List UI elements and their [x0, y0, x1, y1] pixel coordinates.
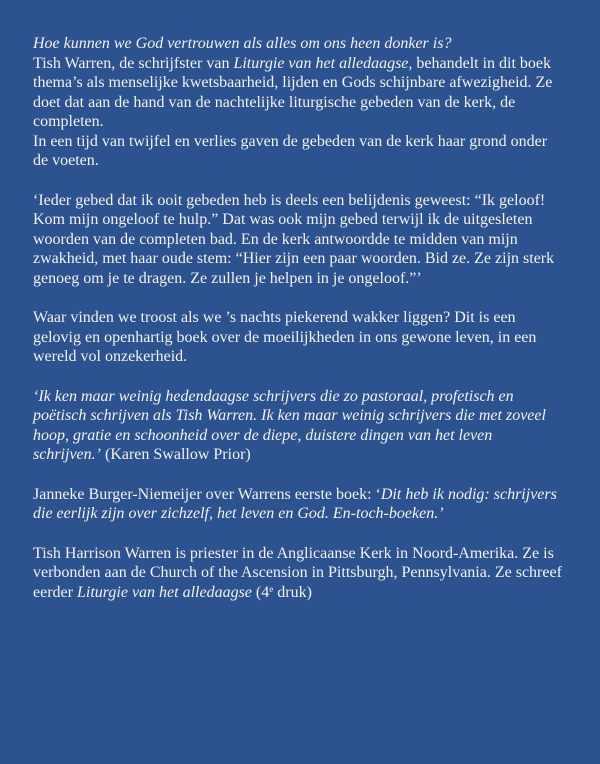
question-paragraph: Waar vinden we troost als we ’s nachts piekerend wakker liggen? Dit is een gelovig en openhartig boek over de moeilijkheden in ons gewone leven, in een wereld vol onzekerheid. — [33, 309, 537, 365]
author-bio — [33, 544, 562, 603]
intro-book-title: Liturgie van het alledaagse — [233, 54, 409, 72]
endorsement-2-text: Dit heb ik nodig: schrijvers die eerlijk zijn over zichzelf, het leven en God. En-toch-boeken.’ — [33, 485, 557, 522]
intro-paragraph-1 — [33, 54, 562, 132]
intro-text-b: , behandelt in dit boek thema’s als menselijke kwetsbaarheid, lijden en Gods schijnbare afwezigheid. Ze doet dat aan de hand van de nachtelijke liturgische gebeden van de kerk, de completen. — [33, 54, 553, 130]
endorsement-2 — [33, 485, 562, 524]
author-bio-text: Tish Harrison Warren is priester in de Anglicaanse Kerk in Noord-Amerika. Ze is verbonden aan de Church of the Ascension in Pittsburgh, Pennsylvania. Ze schreef eerder — [33, 544, 562, 601]
intro-paragraph-2: In een tijd van twijfel en verlies gaven de gebeden van de kerk haar grond onder de voeten. — [33, 132, 548, 169]
endorsement-1 — [33, 387, 562, 465]
intro-text-a: Tish Warren, de schrijfster van — [33, 54, 234, 72]
endorsement-1-author: (Karen Swallow Prior) — [100, 446, 251, 463]
endorsement-1-text: ‘Ik ken maar weinig hedendaagse schrijvers die zo pastoraal, profetisch en poëtisch schrijven als Tish Warren. Ik ken maar weinig schrijvers die met zoveel hoop, gratie en schoonheid over de diepe, duistere dingen van het leven schrijven.’ — [33, 387, 546, 463]
author-bio-book-title: Liturgie van het alledaagse — [76, 583, 252, 601]
quote-paragraph: ‘Ieder gebed dat ik ooit gebeden heb is deels een belijdenis geweest: “Ik geloof! Kom mijn ongeloof te hulp.” Dat was ook mijn gebed terwijl ik de uitgesleten woorden van de completen bad. En de kerk antwoordde te midden van mijn zwakheid, met haar oude stem: “Hier zijn een paar woorden. Bid ze. Ze zijn sterk genoeg om je te dragen. Ze zullen je helpen in je ongeloof.”’ — [33, 191, 555, 287]
author-bio-edition-sup: e — [269, 583, 274, 594]
intro-question — [33, 34, 562, 54]
author-bio-edition-close: druk) — [273, 583, 312, 601]
endorsement-2-lead: Janneke Burger-Niemeijer over Warrens eerste boek: ‘ — [33, 485, 381, 503]
author-bio-edition-open: (4 — [251, 583, 270, 601]
intro-question-text: Hoe kunnen we God vertrouwen als alles om ons heen donker is? — [33, 35, 452, 52]
